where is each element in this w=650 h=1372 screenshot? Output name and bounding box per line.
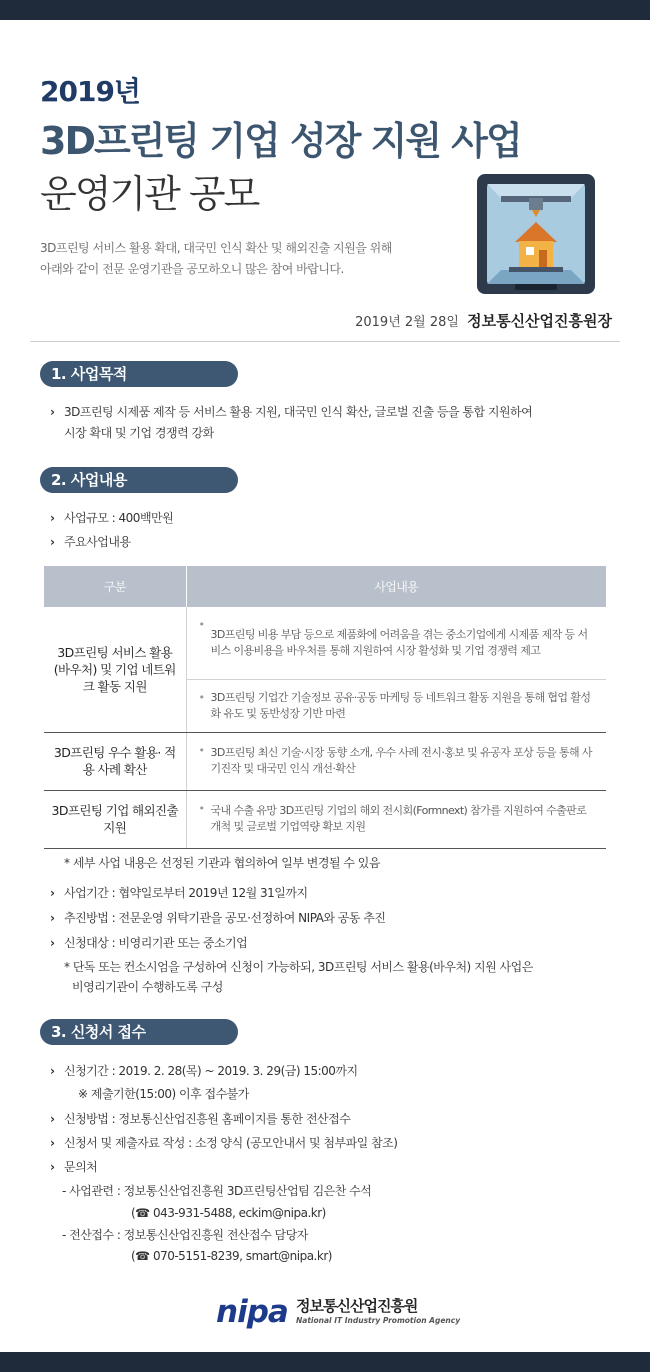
apply-period: 신청기간 : 2019. 2. 28(목) ~ 2019. 3. 29(금) 15:00까지	[64, 1064, 358, 1078]
table-category: 3D프린팅 우수 활용· 적용 사례 확산	[44, 732, 186, 790]
contact-line: (☎ 043-931-5488, eckim@nipa.kr)	[131, 1206, 326, 1220]
bottom-bar	[0, 1352, 650, 1372]
divider	[30, 341, 620, 342]
table-desc: • 국내 수출 유망 3D프린팅 기업의 해외 전시회(Formnext) 참가를 지원하여 수출판로 개척 및 글로벌 기업역량 확보 지원	[186, 790, 606, 848]
table-desc: • 3D프린팅 최신 기술·시장 동향 소개, 우수 사례 전시·홍보 및 유공자 포상 등을 통해 사기진작 및 대국민 인식 개선·확산	[186, 732, 606, 790]
main-text: 주요사업내용	[64, 535, 131, 549]
page-subtitle: 운영기관 공모	[40, 172, 259, 216]
3d-printer-icon	[475, 172, 597, 296]
intro-line: 3D프린팅 서비스 활용 확대, 대국민 인식 확산 및 해외진출 지원을 위해	[40, 241, 392, 255]
section-3-heading: 3. 신청서 접수	[40, 1019, 238, 1045]
top-bar	[0, 0, 650, 20]
table-desc: • 3D프린팅 기업간 기술정보 공유·공동 마케팅 등 네트워크 활동 지원을 통해 협업 활성화 유도 및 동반성장 기반 마련	[186, 679, 606, 732]
logo-mark: nipa	[216, 1294, 288, 1330]
table-note: * 세부 사업 내용은 선정된 기관과 협의하여 일부 변경될 수 있음	[64, 856, 380, 870]
desc-text: 3D프린팅 기업간 기술정보 공유·공동 마케팅 등 네트워크 활동 지원을 통해 협업 활성화 유도 및 동반성장 기반 마련	[210, 690, 591, 720]
table-header: 사업내용	[186, 566, 606, 607]
contact-line: - 사업관련 : 정보통신산업진흥원 3D프린팅산업팀 김은찬 수석	[62, 1184, 372, 1198]
method-text: 추진방법 : 전문운영 위탁기관을 공모·선정하여 NIPA와 공동 추진	[64, 911, 386, 925]
nipa-logo	[216, 1294, 461, 1330]
contact-line: - 전산접수 : 정보통신산업진흥원 전산접수 담당자	[62, 1228, 308, 1242]
period-text: 사업기간 : 협약일로부터 2019년 12월 31일까지	[64, 886, 308, 900]
list-item: › 사업기간 : 협약일로부터 2019년 12월 31일까지	[50, 886, 308, 900]
target-note: 비영리기관이 수행하도록 구성	[72, 980, 223, 994]
table-category: 3D프린팅 서비스 활용(바우처) 및 기업 네트워크 활동 지원	[44, 607, 186, 732]
list-item: › 신청서 및 제출자료 작성 : 소정 양식 (공모안내서 및 첨부파일 참조)	[50, 1136, 398, 1150]
table-header: 구분	[44, 566, 186, 607]
page-year: 2019년	[40, 75, 140, 108]
table-category: 3D프린팅 기업 해외진출 지원	[44, 790, 186, 848]
list-item: › 신청방법 : 정보통신산업진흥원 홈페이지를 통한 전산접수	[50, 1112, 351, 1126]
apply-docs: 신청서 및 제출자료 작성 : 소정 양식 (공모안내서 및 첨부파일 참조)	[64, 1136, 398, 1150]
issuer-name: 정보통신산업진흥원장	[467, 312, 612, 330]
table-row	[44, 732, 606, 790]
table-row	[44, 607, 606, 679]
target-text: 신청대상 : 비영리기관 또는 중소기업	[64, 936, 248, 950]
table-desc: • 3D프린팅 비용 부담 등으로 제품화에 어려움을 겪는 중소기업에게 시제품 제작 등 서비스 이용비용을 바우처를 통해 지원하여 시장 활성화 및 기업 경쟁력 제고	[186, 607, 606, 679]
table-header-row	[44, 566, 606, 607]
table-row	[44, 790, 606, 848]
desc-text: 3D프린팅 최신 기술·시장 동향 소개, 우수 사례 전시·홍보 및 유공자 포상 등을 통해 사기진작 및 대국민 인식 개선·확산	[210, 746, 592, 775]
list-item: › 신청기간 : 2019. 2. 28(목) ~ 2019. 3. 29(금) 15:00까지	[50, 1064, 358, 1078]
contact-line: (☎ 070-5151-8239, smart@nipa.kr)	[131, 1249, 332, 1263]
desc-text: 3D프린팅 비용 부담 등으로 제품화에 어려움을 겪는 중소기업에게 시제품 제작 등 서비스 이용비용을 바우처를 통해 지원하여 시장 활성화 및 기업 경쟁력 제고	[210, 627, 588, 657]
target-note: * 단독 또는 컨소시엄을 구성하여 신청이 가능하되, 3D프린팅 서비스 활용(바우처) 지원 사업은	[64, 960, 533, 974]
list-item: › 주요사업내용	[50, 535, 131, 549]
intro-line: 아래와 같이 전문 운영기관을 공모하오니 많은 참여 바랍니다.	[40, 262, 344, 276]
section-1-heading: 1. 사업목적	[40, 361, 238, 387]
business-table	[44, 566, 606, 849]
list-item: › 신청대상 : 비영리기관 또는 중소기업	[50, 936, 248, 950]
list-item: › 추진방법 : 전문운영 위탁기관을 공모·선정하여 NIPA와 공동 추진	[50, 911, 386, 925]
page-title: 3D프린팅 기업 성장 지원 사업	[40, 119, 521, 163]
purpose-line1: 3D프린팅 시제품 제작 등 서비스 활용 지원, 대국민 인식 확산, 글로벌 진출 등을 통합 지원하여	[64, 405, 533, 419]
date-text: 2019년 2월 28일	[355, 315, 459, 330]
section-2-heading: 2. 사업내용	[40, 467, 238, 493]
org-name: 정보통신산업진흥원	[296, 1297, 418, 1315]
scale-text: 사업규모 : 400백만원	[64, 511, 174, 525]
apply-method: 신청방법 : 정보통신산업진흥원 홈페이지를 통한 전산접수	[64, 1112, 351, 1126]
org-name-en: National IT Industry Promotion Agency	[296, 1316, 461, 1325]
inquiry-label: 문의처	[64, 1160, 98, 1174]
list-item: › 사업규모 : 400백만원	[50, 511, 174, 525]
issue-date	[355, 310, 612, 331]
intro-text	[40, 238, 392, 280]
list-item: › 3D프린팅 시제품 제작 등 서비스 활용 지원, 대국민 인식 확산, 글로벌 진출 등을 통합 지원하여	[50, 405, 533, 419]
list-item: › 문의처	[50, 1160, 98, 1174]
purpose-line2: 시장 확대 및 기업 경쟁력 강화	[64, 426, 214, 440]
period-note: ※ 제출기한(15:00) 이후 접수불가	[78, 1087, 249, 1101]
desc-text: 국내 수출 유망 3D프린팅 기업의 해외 전시회(Formnext) 참가를 지원하여 수출판로 개척 및 글로벌 기업역량 확보 지원	[210, 804, 587, 833]
